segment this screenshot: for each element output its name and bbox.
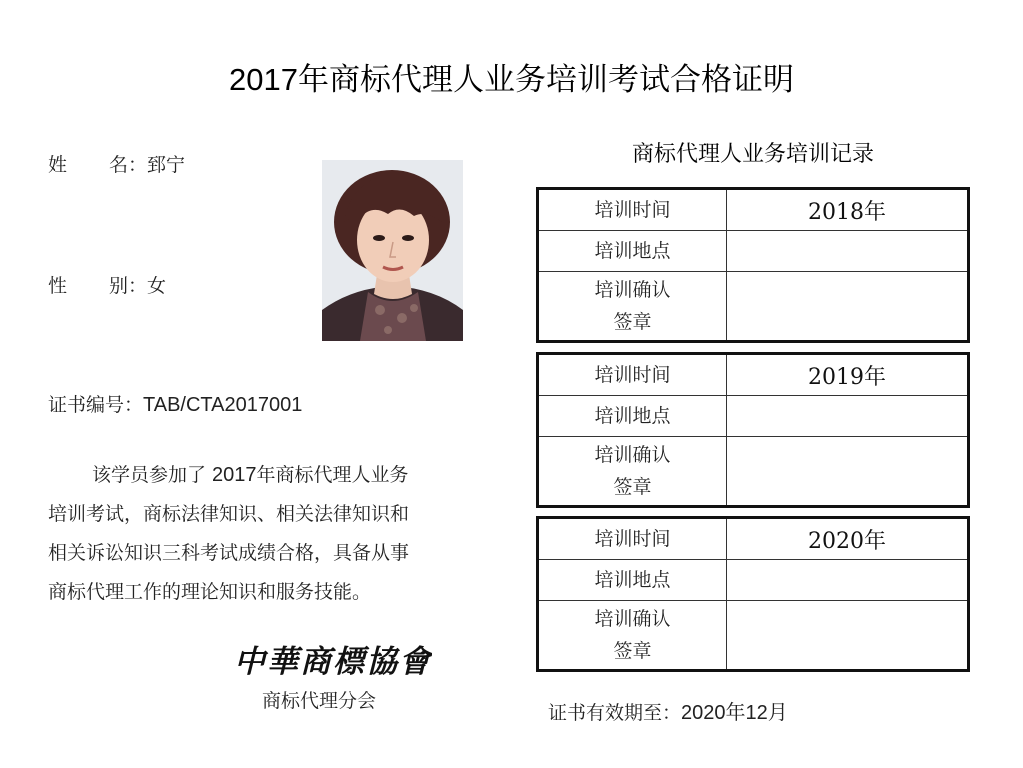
training-place-label: 培训地点 [539,396,727,436]
training-records-title: 商标代理人业务培训记录 [631,142,874,167]
name-value: 郅宁 [147,154,186,176]
validity-value: 2020年12月 [681,702,788,724]
certificate-validity [548,696,788,725]
certificate-number-label: 证书编号： [48,394,144,416]
training-record-2020 [536,516,970,672]
name-field [48,150,185,177]
training-confirm-label: 培训确认 签章 [539,601,727,669]
certificate-number [48,390,302,417]
record-row-time [539,519,967,560]
training-confirm-value [727,272,967,340]
statement-line-3: 相关诉讼知识三科考试成绩合格，具备从事 [48,542,410,564]
certificate-number-value: TAB/CTA2017001 [143,394,303,416]
gender-value: 女 [147,275,167,297]
training-place-value [727,396,967,436]
training-time-value: 2020年 [808,528,886,554]
svg-text:中華商標協會: 中華商標協會 [234,644,432,680]
validity-label: 证书有效期至： [548,702,682,724]
branch-name: 商标代理分会 [262,690,377,712]
gender-field [48,271,166,298]
training-confirm-label: 培训确认 签章 [539,272,727,340]
record-row-place [539,231,967,272]
training-time-label: 培训时间 [539,355,727,395]
record-row-confirm [539,437,967,505]
record-row-confirm [539,272,967,340]
training-confirm-label: 培训确认 签章 [539,437,727,505]
training-place-value [727,231,967,271]
training-record-2019 [536,352,970,508]
statement-line-4: 商标代理工作的理论知识和服务技能。 [48,581,372,603]
training-record-2018 [536,187,970,343]
training-time-label: 培训时间 [539,519,727,559]
name-label-2: 名： [109,154,148,176]
gender-label-2: 别： [109,275,148,297]
training-confirm-value [727,437,967,505]
training-time-value: 2018年 [808,199,886,225]
training-time-value: 2019年 [808,364,886,390]
association-calligraphy-logo [232,638,432,682]
portrait-photo [322,160,463,341]
training-time-label: 培训时间 [539,190,727,230]
statement-line-2: 培训考试，商标法律知识、相关法律知识和 [48,503,410,525]
record-row-place [539,396,967,437]
record-row-time [539,190,967,231]
training-place-value [727,560,967,600]
record-row-time [539,355,967,396]
name-label-1: 姓 [48,154,68,176]
record-row-confirm [539,601,967,669]
training-place-label: 培训地点 [539,231,727,271]
certificate-title: 2017年商标代理人业务培训考试合格证明 [229,62,794,97]
training-confirm-value [727,601,967,669]
statement-line-1: 该学员参加了 2017年商标代理人业务 [92,464,409,486]
training-place-label: 培训地点 [539,560,727,600]
record-row-place [539,560,967,601]
gender-label-1: 性 [48,275,68,297]
qualification-statement [48,456,488,612]
